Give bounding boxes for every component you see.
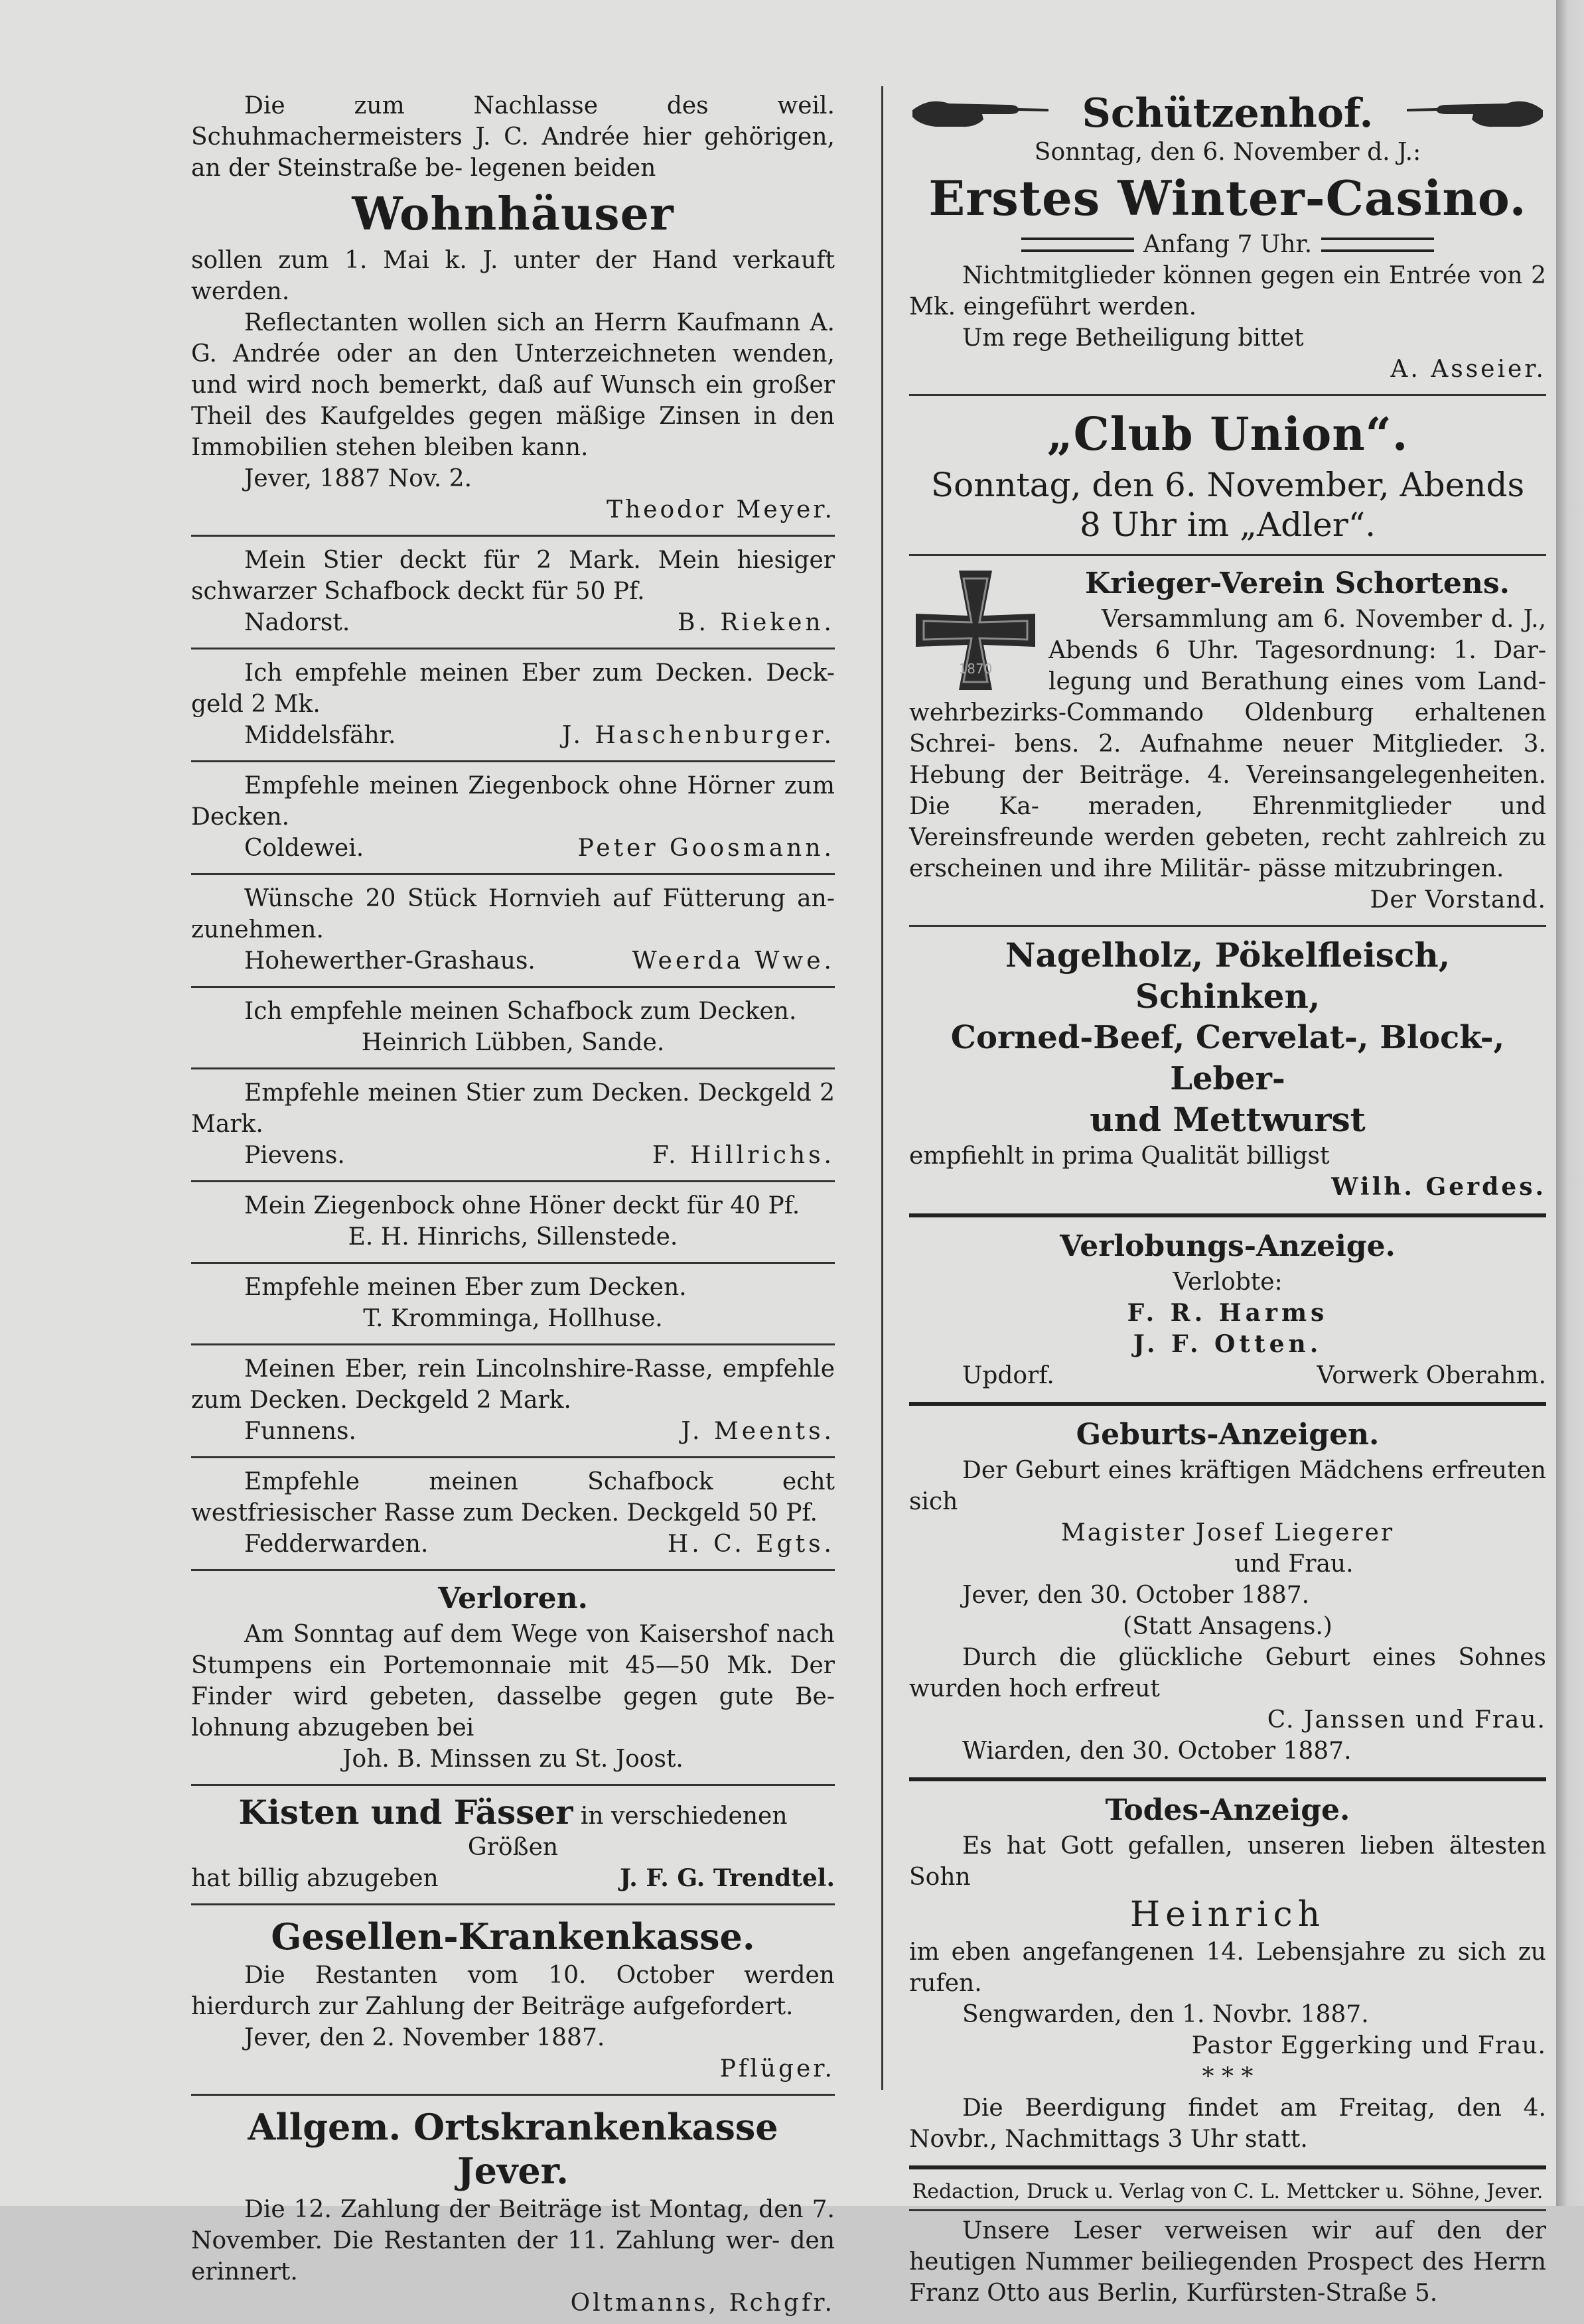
schuetzen-anfang: Anfang 7 Uhr.	[1143, 231, 1313, 258]
eber3-text: Meinen Eber, rein Lincolnshire-Rasse, empfehle zum Decken. Deckgeld 2 Mark.	[191, 1355, 835, 1414]
todes-name: Heinrich	[1129, 1895, 1326, 1935]
verlobung-place2: Vorwerk Oberahm.	[1317, 1362, 1546, 1389]
ad-ortskrankenkasse	[191, 2100, 835, 2324]
ad-verlobung	[909, 1223, 1546, 1397]
divider	[191, 1262, 835, 1264]
ad-wohnhaeuser	[191, 86, 835, 531]
verloren-headline: Verloren.	[438, 1582, 588, 1615]
gesellen-date: Jever, den 2. November 1887.	[244, 2024, 605, 2051]
ad-eber-1	[191, 653, 835, 756]
divider	[909, 394, 1546, 396]
right-column	[909, 86, 1546, 2314]
ziegen1-place: Coldewei.	[244, 835, 364, 862]
wohn-signature: Theodor Meyer.	[606, 496, 835, 523]
divider-thick	[909, 1777, 1546, 1781]
divider	[909, 2209, 1546, 2211]
gesellen-headline: Gesellen-Krankenkasse.	[271, 1915, 755, 1958]
eber3-signature: J. Meents.	[681, 1418, 835, 1445]
schuetzen-title: Erstes Winter-Casino.	[928, 170, 1527, 226]
ad-stier	[191, 541, 835, 644]
verlobung-place1: Updorf.	[962, 1362, 1054, 1389]
club-headline: „Club Union“.	[1046, 408, 1409, 461]
divider	[191, 873, 835, 875]
ziegen1-text: Empfehle meinen Ziegenbock ohne Hörner zum Decken.	[191, 772, 835, 831]
ad-todes	[909, 1787, 1546, 2160]
divider	[191, 1067, 835, 1069]
divider	[191, 1569, 835, 1571]
geburt-date: Jever, den 30. October 1887.	[962, 1582, 1310, 1609]
stier2-signature: F. Hillrichs.	[652, 1142, 835, 1169]
wohn-headline: Wohnhäuser	[352, 188, 674, 241]
verloren-signature: Joh. B. Minssen zu St. Joost.	[342, 1745, 684, 1773]
todes-date: Sengwarden, den 1. Novbr. 1887.	[962, 2001, 1369, 2028]
geburt-text: Der Geburt eines kräftigen Mädchens erfreuten sich	[909, 1457, 1546, 1515]
schuetzen-date: Sonntag, den 6. November d. J.:	[1034, 139, 1421, 166]
ad-schafbock-2	[191, 1462, 835, 1565]
wohn-p2: Reflectanten wollen sich an Herrn Kaufmann A. G. Andrée oder an den Unterzeichneten wenden, und wird noch bemerkt, daß auf Wunsch ein großer Theil des Kaufgeldes gegen mäßige Zinsen in den Immobilien stehen bleiben kann.	[191, 309, 835, 461]
cross-year: 1870	[958, 661, 993, 677]
krieger-signature: Der Vorstand.	[1370, 886, 1546, 914]
hornvieh-place: Hohewerther-Grashaus.	[244, 947, 536, 975]
ziegen1-signature: Peter Goosmann.	[577, 835, 835, 862]
wohn-date: Jever, 1887 Nov. 2.	[244, 465, 472, 492]
todes-beerdigung: Die Beerdigung findet am Freitag, den 4. Novbr., Nachmittags 3 Uhr statt.	[909, 2094, 1546, 2153]
divider-thick	[909, 1213, 1546, 1217]
verlobung-name2: J. F. Otten.	[1133, 1330, 1323, 1358]
krieger-headline: Krieger-Verein Schortens.	[1085, 567, 1510, 600]
geburt-headline: Geburts-Anzeigen.	[1076, 1418, 1380, 1452]
club-line1: Sonntag, den 6. November, Abends	[930, 466, 1525, 504]
ad-stier-2	[191, 1073, 835, 1176]
stier2-place: Pievens.	[244, 1142, 345, 1169]
kisten-headline: Kisten und Fässer	[238, 1793, 573, 1832]
eber2-signature: T. Kromminga, Hollhuse.	[363, 1305, 663, 1332]
verlobung-name1: F. R. Harms	[1127, 1299, 1329, 1327]
gesellen-signature: Pflüger.	[719, 2055, 835, 2083]
ziegen2-text: Mein Ziegenbock ohne Höner deckt für 40 Pf.	[244, 1192, 800, 1219]
ad-kisten	[191, 1790, 835, 1899]
stier-place: Nadorst.	[244, 609, 350, 636]
schaf2-text: Empfehle meinen Schafbock echt westfriesischer Rasse zum Decken. Deckgeld 50 Pf.	[191, 1468, 835, 1527]
nagel-line3: und Mettwurst	[1090, 1100, 1366, 1139]
orts-text: Die 12. Zahlung der Beiträge ist Montag, den 7. November. Die Restanten der 11. Zahlung wer- den erinnert.	[191, 2196, 835, 2286]
nagel-line2: Corned-Beef, Cervelat-, Block-, Leber-	[950, 1019, 1505, 1097]
wohn-intro: Die zum Nachlasse des weil. Schuhmachermeisters J. C. Andrée hier gehörigen, an der Steinstraße be- legenen beiden	[191, 92, 835, 182]
club-line2: 8 Uhr im „Adler“.	[1079, 506, 1376, 544]
prospect-note: Unsere Leser verweisen wir auf den der heutigen Nummer beiliegenden Prospect des Herrn Franz Otto aus Berlin, Kurfürsten-Straße 5.	[909, 2217, 1546, 2307]
nagel-line1: Nagelholz, Pökelfleisch, Schinken,	[1005, 935, 1451, 1016]
divider	[909, 925, 1546, 927]
eber1-signature: J. Haschenburger.	[561, 722, 835, 749]
page-edge	[1556, 0, 1584, 2206]
eber2-text: Empfehle meinen Eber zum Decken.	[244, 1274, 687, 1301]
todes-text2: im eben angefangenen 14. Lebensjahre zu sich zu rufen.	[909, 1939, 1546, 1997]
schaf2-signature: H. C. Egts.	[667, 1531, 835, 1558]
verlobung-sub: Verlobte:	[1173, 1268, 1283, 1296]
ziegen2-signature: E. H. Hinrichs, Sillenstede.	[348, 1223, 678, 1251]
ad-geburt	[909, 1411, 1546, 1772]
gesellen-text: Die Restanten vom 10. October werden hierdurch zur Zahlung der Beiträge aufgefordert.	[191, 1962, 835, 2020]
schuetzen-headline: Schützenhof.	[1082, 90, 1374, 137]
stier-text: Mein Stier deckt für 2 Mark. Mein hiesiger schwarzer Schafbock deckt für 50 Pf.	[191, 547, 835, 605]
todes-signature: Pastor Eggerking und Frau.	[1191, 2032, 1546, 2059]
ad-krieger-verein	[909, 560, 1546, 921]
ad-ziegenbock-1	[191, 766, 835, 869]
divider	[191, 760, 835, 762]
ad-hornvieh	[191, 879, 835, 982]
divider	[191, 2094, 835, 2096]
ad-eber-3	[191, 1349, 835, 1452]
column-divider	[881, 86, 883, 2090]
divider	[191, 1903, 835, 1905]
wohn-p1: sollen zum 1. Mai k. J. unter der Hand verkauft werden.	[191, 247, 835, 305]
verlobung-headline: Verlobungs-Anzeige.	[1060, 1229, 1396, 1263]
hornvieh-text: Wünsche 20 Stück Hornvieh auf Fütterung an- zunehmen.	[191, 885, 835, 943]
geburt-date2: Wiarden, den 30. October 1887.	[962, 1738, 1352, 1765]
geburt-name2: und Frau.	[1234, 1550, 1354, 1578]
ad-verloren	[191, 1575, 835, 1780]
schuetzen-text: Nichtmitglieder können gegen ein Entrée von 2 Mk. eingeführt werden.	[909, 262, 1546, 320]
divider-thick	[909, 1402, 1546, 1406]
kisten-tail: in verschiedenen Größen	[467, 1803, 788, 1861]
ad-eber-2	[191, 1268, 835, 1339]
divider-thick	[909, 2165, 1546, 2169]
schaf1-text: Ich empfehle meinen Schafbock zum Decken.	[244, 998, 797, 1025]
ad-club-union	[909, 400, 1546, 550]
schaf1-signature: Heinrich Lübben, Sande.	[361, 1029, 665, 1056]
hornvieh-signature: Weerda Wwe.	[632, 947, 835, 975]
ad-nagelholz	[909, 931, 1546, 1208]
impressum: Redaction, Druck u. Verlag von C. L. Mettcker u. Söhne, Jever.	[912, 2180, 1544, 2203]
nagel-signature: Wilh. Gerdes.	[1331, 1173, 1546, 1201]
ad-gesellen-krankenkasse	[191, 1909, 835, 2090]
pointing-hand-left-icon	[1400, 90, 1546, 137]
kisten-signature: J. F. G. Trendtel.	[620, 1864, 835, 1892]
stier2-text: Empfehle meinen Stier zum Decken. Deckgeld 2 Mark.	[191, 1079, 835, 1138]
pointing-hand-right-icon	[909, 90, 1055, 137]
geburt-name: Magister Josef Liegerer	[1060, 1519, 1395, 1546]
todes-text: Es hat Gott gefallen, unseren lieben ältesten Sohn	[909, 1832, 1546, 1891]
iron-cross-icon	[909, 564, 1042, 697]
kisten-line2: hat billig abzugeben	[191, 1865, 439, 1892]
eber1-text: Ich empfehle meinen Eber zum Decken. Deck- geld 2 Mk.	[191, 659, 835, 718]
geburt-signature2: C. Janssen und Frau.	[1267, 1706, 1546, 1734]
ad-schafbock-1	[191, 992, 835, 1063]
stier-signature: B. Rieken.	[677, 609, 835, 636]
todes-stars: * * *	[1202, 2063, 1254, 2090]
eber1-place: Middelsfähr.	[244, 722, 396, 749]
geburt-text2: Durch die glückliche Geburt eines Sohnes wurden hoch erfreut	[909, 1644, 1546, 1702]
schaf2-place: Fedderwarden.	[244, 1531, 429, 1558]
divider	[191, 986, 835, 988]
orts-headline: Allgem. Ortskrankenkasse Jever.	[248, 2106, 778, 2192]
impressum-block	[909, 2175, 1546, 2314]
verloren-text: Am Sonntag auf dem Wege von Kaisershof nach Stumpens ein Portemonnaie mit 45—50 Mk. Der Finder wird gebeten, dasselbe gegen gute Be- lohnung abzugeben bei	[191, 1621, 835, 1742]
ad-schuetzenhof	[909, 86, 1546, 390]
geburt-statt: (Statt Ansagens.)	[1123, 1613, 1332, 1640]
divider	[191, 535, 835, 537]
eber3-place: Funnens.	[244, 1418, 356, 1445]
nagel-text: empfiehlt in prima Qualität billigst	[909, 1142, 1330, 1170]
divider	[191, 648, 835, 649]
schuetzen-signature: A. Asseier.	[1390, 356, 1546, 383]
double-rule	[1021, 238, 1134, 252]
divider	[909, 554, 1546, 556]
orts-signature: Oltmanns, Rchgfr.	[570, 2290, 835, 2317]
divider	[191, 1784, 835, 1786]
todes-headline: Todes-Anzeige.	[1105, 1793, 1350, 1827]
double-rule	[1321, 238, 1434, 252]
divider	[191, 1180, 835, 1182]
left-column	[191, 86, 835, 2324]
divider	[191, 1343, 835, 1345]
ad-ziegenbock-2	[191, 1186, 835, 1258]
divider	[191, 1456, 835, 1458]
schuetzen-bitte: Um rege Betheiligung bittet	[962, 324, 1304, 352]
krieger-text: Versammlung am 6. November d. J., Abends 6 Uhr. Tagesordnung: 1. Dar- legung und Berathung eines vom Land- wehrbezirks-Commando Oldenburg erhaltenen Schrei- bens. 2. Aufnahme neuer Mitglieder. 3. Hebung der Beiträge. 4. Vereinsangelegenheiten. Die Ka- meraden, Ehrenmitglieder und Vereinsfreunde werden gebeten, recht zahlreich zu erscheinen und ihre Militär- pässe mitzubringen.	[909, 606, 1546, 882]
